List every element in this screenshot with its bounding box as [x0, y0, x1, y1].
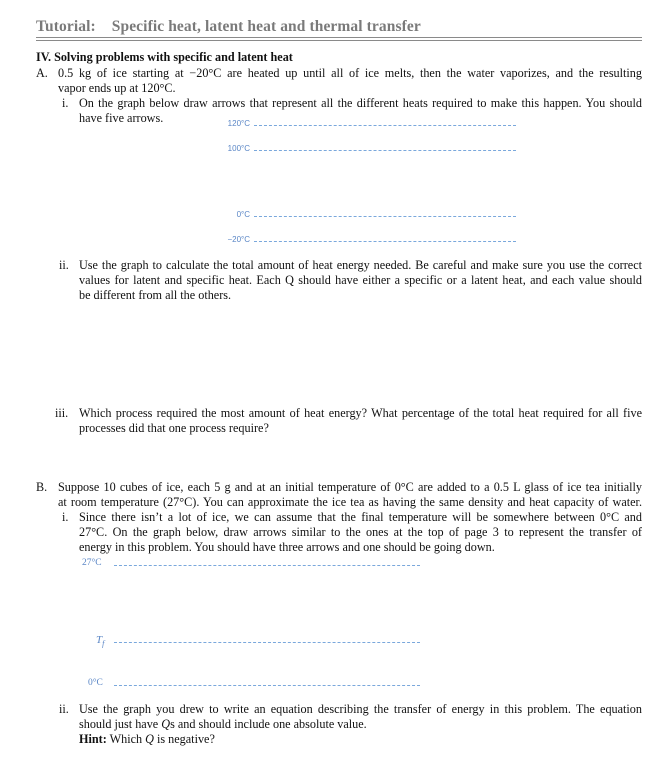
graph-b-tf-subscript: f [102, 639, 105, 649]
part-a-q3-line-1: Which process required the most amount of heat energy? What percentage of the total heat required for all five [79, 406, 642, 420]
graph-a-line-120 [254, 125, 516, 126]
part-b-q1-line-2: 27°C. On the graph below, draw arrows similar to the ones at the top of page 3 to represent the transfer of [79, 525, 642, 539]
hint-label: Hint: [79, 732, 107, 746]
graph-b-line-tf [114, 642, 420, 643]
part-b-marker: B. [36, 480, 48, 494]
part-a-marker: A. [36, 66, 48, 80]
part-b-q2-variable: Q [161, 717, 171, 731]
title-label: Tutorial: [36, 18, 96, 35]
graph-b-tf-letter: T [96, 634, 103, 646]
graph-a-line-100 [254, 150, 516, 151]
graph-a [210, 115, 520, 245]
part-b-q1-line-1: Since there isn’t a lot of ice, we can assume that the final temperature will be somewhere between 0°C and [79, 510, 642, 524]
part-a-q3-line-2: processes did that one process require? [79, 421, 269, 435]
part-b-q2-marker: ii. [59, 702, 69, 716]
title-rule-top [36, 37, 642, 38]
part-b-q1-line-3: energy in this problem. You should have three arrows and one should be going down. [79, 540, 495, 554]
graph-b-line-0 [114, 685, 420, 686]
part-b-line-2: at room temperature (27°C). You can approximate the ice tea as having the same density and heat capacity of water. [58, 495, 642, 509]
part-a-q1-line-1: On the graph below draw arrows that represent all the different heats required to make this happen. You should [79, 96, 642, 110]
graph-b-line-27 [114, 565, 420, 566]
graph-b-label-0: 0°C [88, 678, 103, 688]
part-b-q2-line-2-pre: should just have [79, 717, 162, 731]
part-a-q1-marker: i. [62, 96, 69, 110]
hint-variable: Q [145, 732, 154, 746]
part-b-q2-line-2-post: s and should include one absolute value. [170, 717, 367, 731]
section-heading: IV. Solving problems with specific and latent heat [36, 50, 293, 64]
title-text: Specific heat, latent heat and thermal transfer [111, 18, 421, 35]
part-a-q1-line-2: have five arrows. [79, 111, 164, 125]
graph-a-label-minus20: −20°C [227, 235, 250, 244]
graph-b-label-27: 27°C [82, 558, 102, 568]
part-a-q2-line-3: be different from all the others. [79, 288, 232, 302]
part-a-q3-marker: iii. [55, 406, 69, 420]
part-a-q2-line-1: Use the graph to calculate the total amount of heat energy needed. Be careful and make sure you use the correct [79, 258, 642, 272]
part-a-q2-line-2: values for latent and specific heat. Each Q should have either a specific or a latent heat, and each value should [79, 273, 642, 287]
graph-a-label-100: 100°C [227, 144, 250, 153]
part-b-line-1: Suppose 10 cubes of ice, each 5 g and at an initial temperature of 0°C are added to a 0.5 L glass of ice tea initially [58, 480, 642, 494]
graph-a-line-minus20 [254, 241, 516, 242]
part-a-q2-marker: ii. [59, 258, 69, 272]
part-b-q2-line-1: Use the graph you drew to write an equation describing the transfer of energy in this problem. The equation [79, 702, 642, 716]
part-a-line-2: vapor ends up at 120°C. [58, 81, 176, 95]
hint-pre: Which [106, 732, 146, 746]
graph-a-line-0 [254, 216, 516, 217]
page-title [36, 18, 421, 36]
graph-a-label-120: 120°C [227, 119, 250, 128]
hint-post: is negative? [153, 732, 215, 746]
graph-b-label-tf [96, 634, 104, 648]
part-a-line-1: 0.5 kg of ice starting at −20°C are heated up until all of ice melts, then the water vaporizes, and the resulting [58, 66, 642, 80]
title-rule-bottom [36, 40, 642, 41]
graph-a-label-0: 0°C [236, 210, 250, 219]
part-b-q1-marker: i. [62, 510, 69, 524]
part-b-q2-line-2 [79, 717, 367, 732]
graph-b [78, 555, 423, 695]
part-b-hint [79, 732, 215, 747]
